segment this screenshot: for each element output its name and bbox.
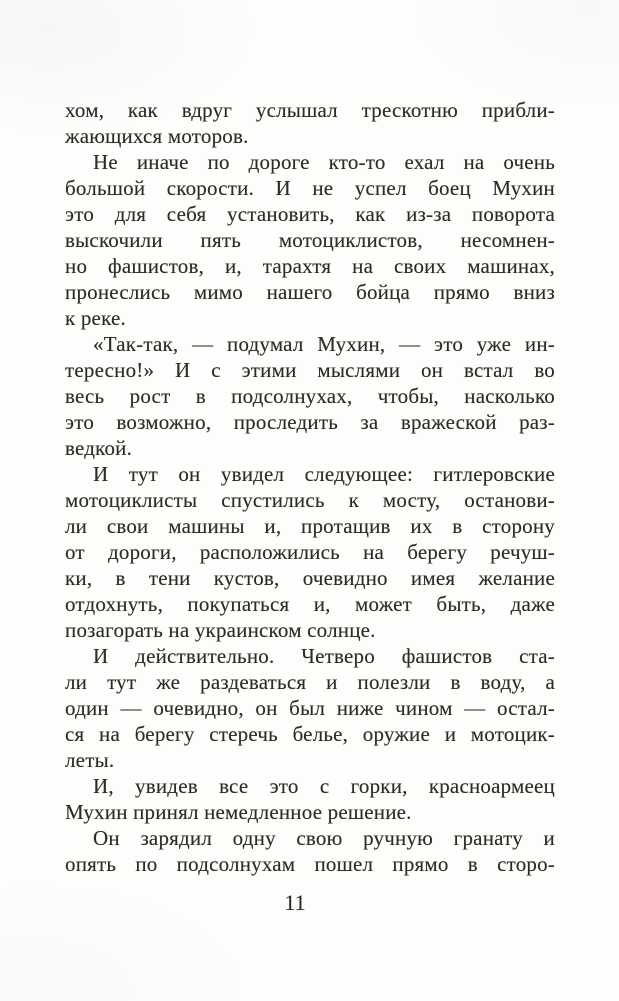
text-line: ся на берегу стеречь белье, оружие и мотоцик- <box>65 722 555 746</box>
text-line: к реке. <box>65 306 126 330</box>
text-line: Мухин принял немедленное решение. <box>65 800 412 824</box>
text-line: ли свои машины и, протащив их в сторону <box>65 514 555 538</box>
text-line: позагорать на украинском солнце. <box>65 618 376 642</box>
text-line: леты. <box>65 748 115 772</box>
text-line: И, увидев все это с горки, красноармеец <box>93 774 555 798</box>
text-line: мотоциклисты спустились к мосту, останови- <box>65 488 555 512</box>
text-line: Не иначе по дороге кто-то ехал на очень <box>93 150 555 174</box>
text-line: тересно!» И с этими мыслями он встал во <box>65 358 555 382</box>
text-line: пронеслись мимо нашего бойца прямо вниз <box>65 280 555 304</box>
text-line: «Так-так, — подумал Мухин, — это уже ин- <box>93 332 555 356</box>
text-line: выскочили пять мотоциклистов, несомнен- <box>65 228 555 252</box>
text-line: отдохнуть, покупаться и, может быть, даже <box>65 592 555 616</box>
text-line: ки, в тени кустов, очевидно имея желание <box>65 566 555 590</box>
page-text <box>65 97 555 877</box>
text-line: жающихся моторов. <box>65 124 249 148</box>
text-line: весь рост в подсолнухах, чтобы, насколько <box>65 384 555 408</box>
text-line: хом, как вдруг услышал трескотню прибли- <box>65 98 555 122</box>
text-line: большой скорости. И не успел боец Мухин <box>65 176 555 200</box>
text-line: Он зарядил одну свою ручную гранату и <box>93 826 555 850</box>
text-line: это возможно, проследить за вражеской раз- <box>65 410 555 434</box>
text-line: это для себя установить, как из-за поворота <box>65 202 555 226</box>
text-line: один — очевидно, он был ниже чином — остал- <box>65 696 555 720</box>
text-line: но фашистов, и, тарахтя на своих машинах, <box>65 254 555 278</box>
text-line: от дороги, расположились на берегу речуш- <box>65 540 555 564</box>
text-line: И тут он увидел следующее: гитлеровские <box>93 462 555 486</box>
page-number: 11 <box>284 890 306 915</box>
text-line: И действительно. Четверо фашистов ста- <box>93 644 555 668</box>
text-line: ли тут же раздеваться и полезли в воду, а <box>65 670 555 694</box>
text-line: ведкой. <box>65 436 133 460</box>
text-line: опять по подсолнухам пошел прямо в сторо- <box>65 852 555 876</box>
